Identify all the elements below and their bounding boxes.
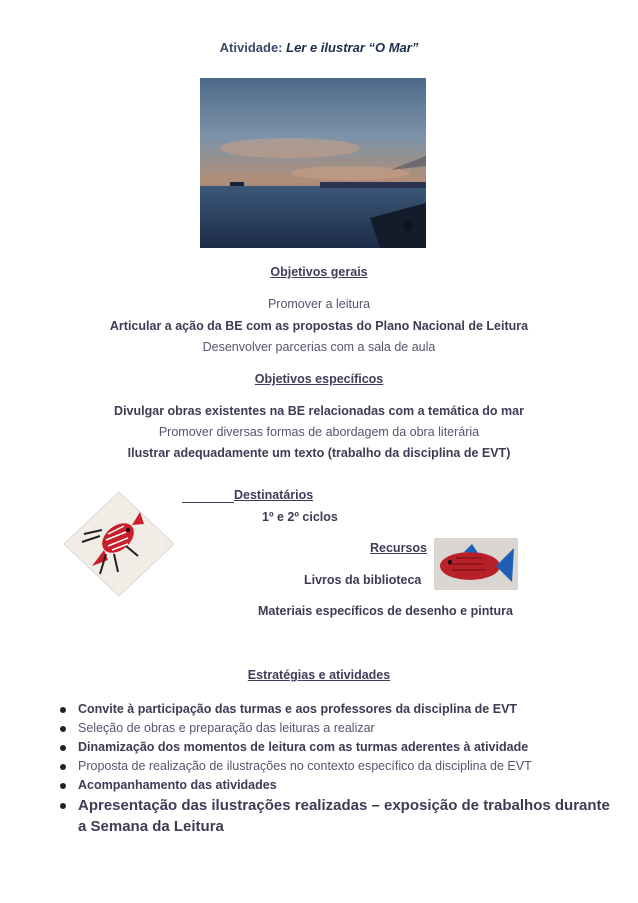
underline-spacer — [182, 488, 234, 503]
fish-drawing-left — [62, 490, 176, 598]
objetivo-especifico-3: Ilustrar adequadamente um texto (trabalho da disciplina de EVT) — [127, 446, 511, 460]
recursos-heading: Recursos — [370, 541, 427, 555]
page-title — [0, 40, 638, 55]
estrategia-item-3: Dinamização dos momentos de leitura com as turmas aderentes à atividade — [0, 738, 620, 757]
objetivo-especifico-2: Promover diversas formas de abordagem da obra literária — [158, 425, 480, 439]
objetivos-gerais-heading: Objetivos gerais — [270, 265, 368, 279]
destinatarios-value: 1º e 2º ciclos — [262, 510, 338, 524]
estrategia-item-4: Proposta de realização de ilustrações no contexto específico da disciplina de EVT — [0, 757, 620, 776]
recurso-1: Livros da biblioteca — [304, 573, 422, 587]
estrategia-item-1: Convite à participação das turmas e aos professores da disciplina de EVT — [0, 700, 620, 719]
recurso-2: Materiais específicos de desenho e pintura — [258, 604, 513, 618]
estrategias-heading: Estratégias e atividades — [247, 668, 391, 682]
destinatarios-heading: Destinatários — [234, 488, 314, 502]
title-prefix: Atividade: — [219, 40, 287, 55]
estrategia-item-6: Apresentação das ilustrações realizadas – exposição de trabalhos durante a Semana da Leitura — [0, 795, 620, 837]
estrategia-item-5: Acompanhamento das atividades — [0, 776, 620, 795]
objetivo-geral-2: Articular a ação da BE com as propostas do Plano Nacional de Leitura — [109, 319, 529, 333]
sea-photo — [200, 78, 426, 248]
objetivo-especifico-1: Divulgar obras existentes na BE relacionadas com a temática do mar — [114, 404, 524, 418]
estrategias-list — [0, 700, 620, 837]
title-activity-name: Ler e ilustrar “O Mar” — [286, 40, 419, 55]
fish-drawing-right — [434, 538, 518, 590]
estrategia-item-2: Seleção de obras e preparação das leituras a realizar — [0, 719, 620, 738]
objetivo-geral-1: Promover a leitura — [267, 297, 371, 311]
objetivo-geral-3: Desenvolver parcerias com a sala de aula — [202, 340, 436, 354]
objetivos-especificos-heading: Objetivos específicos — [254, 372, 384, 386]
